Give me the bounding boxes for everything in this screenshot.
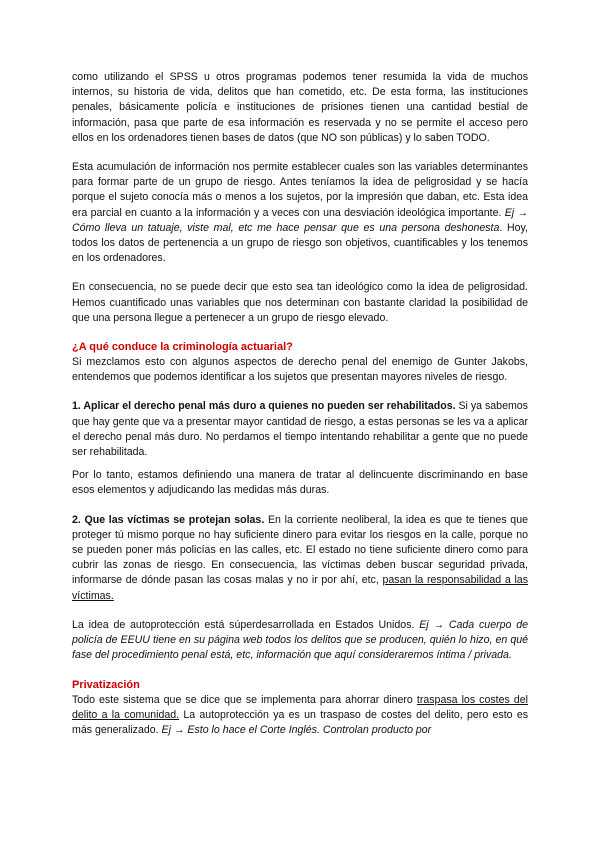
paragraph-acumulacion-text: Esta acumulación de información nos permite establecer cuales son las variables determinantes para formar parte de un grupo de riesgo. Antes teníamos la idea de peligrosidad y se hacía porque el sujeto conocía más o menos a los sujetos, por la impresión que daban, etc. Esta idea era parcial en cuanto a la información y a veces con una desviación ideológica importante. bbox=[72, 161, 528, 219]
paragraph-victimas bbox=[72, 513, 528, 604]
example-tatuaje: Ej → Cómo lleva un tatuaje, viste mal, etc me hace pensar que es una persona deshonesta bbox=[72, 206, 528, 234]
point-2-text: En la corriente neoliberal, la idea es que te tienes que proteger tú mismo porque no hay suficiente dinero para evitar los riesgos en la calle, porque no se pueden poner más policías en las calles, etc. El estado no tiene suficiente dinero como para cubrir las zonas de riesgo. En consecuencia, las víctimas deben buscar seguridad privada, informarse de dónde pasan las cosas malas y no ir por ahí, etc, bbox=[72, 513, 528, 587]
paragraph-consecuencia: En consecuencia, no se puede decir que esto sea tan ideológico como la idea de peligrosidad. Hemos cuantificado unas variables que nos determinan con bastante claridad la posibilidad de que una persona llegue a pertenecer a un grupo de riesgo elevado. bbox=[72, 281, 528, 324]
paragraph-acumulacion bbox=[72, 160, 528, 266]
paragraph-por-lo-tanto: Por lo tanto, estamos definiendo una manera de tratar al delincuente discriminando en base esos elementos y adjudicando las medidas más duras. bbox=[72, 469, 528, 497]
point-2-title: 2. Que las víctimas se protejan solas. bbox=[72, 513, 265, 526]
paragraph-autoproteccion bbox=[72, 618, 528, 664]
paragraph-jakobs: Si mezclamos esto con algunos aspectos de derecho penal del enemigo de Gunter Jakobs, entendemos que podemos identificar a los sujetos que presentan mayores niveles de riesgo. bbox=[72, 356, 528, 384]
paragraph-spss: como utilizando el SPSS u otros programas podemos tener resumida la vida de muchos internos, su historia de vida, delitos que han cometido, etc. De esta forma, las instituciones penales, básicamente policía e instituciones de prisiones tienen una cantidad bestial de información, pasa que parte de esa información es reservada y no se permite el acceso pero ellos en los ordenadores tienen bases de datos (que NO son públicas) y lo saben TODO. bbox=[72, 71, 528, 144]
point-1-title: 1. Aplicar el derecho penal más duro a quienes no pueden ser rehabilitados. bbox=[72, 400, 456, 413]
point-1-text: Si ya sabemos que hay gente que va a presentar mayor cantidad de riesgo, a estas personas se les va a aplicar el derecho penal más duro. No perdamos el tiempo intentando rehabilitar a gente que no puede ser rehabilitada. bbox=[72, 400, 528, 459]
privatizacion-text-1: Todo este sistema que se dice que se implementa para ahorrar dinero bbox=[72, 693, 417, 706]
paragraph-derecho-penal-duro bbox=[72, 399, 528, 460]
heading-criminologia-actuarial: ¿A qué conduce la criminología actuarial? bbox=[72, 341, 293, 354]
paragraph-privatizacion bbox=[72, 693, 528, 739]
heading-privatizacion: Privatización bbox=[72, 678, 140, 691]
paragraph-acumulacion-end: . Hoy, todos los datos de pertenencia a un grupo de riesgo son objetivos, cuantificables y los tenemos en los ordenadores. bbox=[72, 221, 528, 265]
privatizacion-underlined: traspasa los costes del delito a la comunidad. bbox=[72, 693, 528, 721]
document-page bbox=[72, 70, 528, 738]
example-corte-ingles: Ej → Esto lo hace el Corte Inglés. Controlan producto por bbox=[161, 723, 432, 736]
point-2-underlined: pasan la responsabilidad a las víctimas. bbox=[72, 574, 528, 602]
example-eeuu: Ej → Cada cuerpo de policía de EEUU tiene en su página web todos los delitos que se producen, quién lo hizo, en qué fase del procedimiento penal está, etc, información que aquí consideraremos íntima / privada. bbox=[72, 618, 529, 662]
privatizacion-text-2: La autoprotección ya es un traspaso de costes del delito, pero esto es más generalizado. bbox=[72, 708, 529, 736]
autoproteccion-text: La idea de autoprotección está súperdesarrollada en Estados Unidos. bbox=[72, 618, 420, 631]
